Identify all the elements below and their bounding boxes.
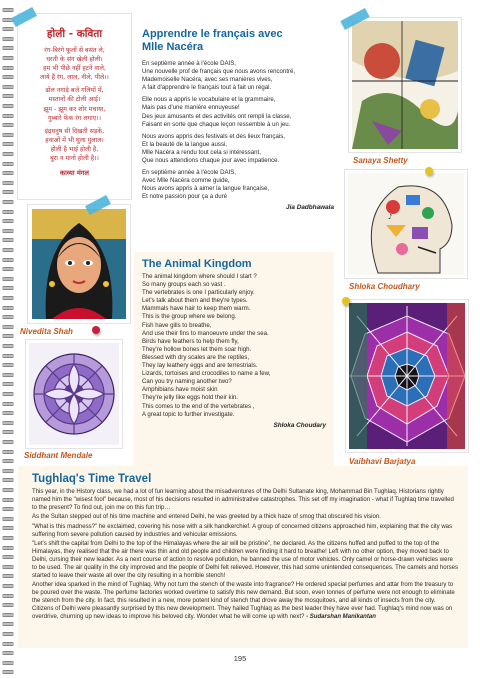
- story-signature: - Sudarshan Manikantan: [306, 613, 376, 620]
- story-paragraph-text: As the Sultan stepped out of his time machine and entered Delhi, he was greeted by a thick haze of smog that obscured his vision.: [32, 514, 381, 521]
- animal-poem-line: Can you try naming another two?: [142, 378, 232, 386]
- caption-vaibhavi: Vaibhavi Barjatya: [349, 457, 416, 466]
- spiral-coil: [2, 632, 14, 636]
- animal-poem-line: Blessed with dry scales are the reptiles,: [142, 353, 250, 361]
- spiral-coil: [2, 210, 14, 214]
- spiral-coil: [2, 469, 14, 473]
- spiral-coil: [2, 296, 14, 300]
- french-poem-line: Avec Mlle Nacéra comme guide,: [142, 177, 230, 185]
- portrait-painting: [32, 209, 126, 319]
- pin-decoration: [342, 297, 350, 305]
- french-poem-line: Des jeux amusants et des activités ont rempli la classe,: [142, 112, 292, 120]
- french-poem-line: Mademoiselle Nacéra, avec ses manières vives,: [142, 76, 273, 84]
- spiral-coil: [2, 526, 14, 530]
- spiral-coil: [2, 402, 14, 406]
- spiral-coil: [2, 488, 14, 492]
- spiral-coil: [2, 133, 14, 137]
- hindi-poem-line: झूम - झूम कर शोर मचाया,: [43, 105, 106, 113]
- animal-poem-line: This comes to the end of the vertebrates ,: [142, 402, 255, 410]
- story-paragraph: [32, 541, 458, 581]
- animal-poem-line: Let's talk about them and they're types.: [142, 297, 248, 305]
- spiral-coil: [2, 8, 14, 12]
- hindi-poem-line: मस्तानों की टोली आई।: [48, 96, 101, 104]
- spiral-coil: [2, 181, 14, 185]
- french-title-line2: Mlle Nacéra: [142, 41, 204, 53]
- animal-poem-line: The animal kingdom where should I start ?: [142, 273, 257, 280]
- pin-decoration: [425, 167, 433, 175]
- animal-poem-line: Lizards, tortoises and crocodiles to name a few,: [142, 370, 271, 378]
- spiral-coil: [2, 75, 14, 79]
- hindi-poem-author: काव्या मंगल: [60, 169, 89, 178]
- hindi-poem-line: गुब्बारे फेंक रंग लगाए।।: [47, 114, 102, 122]
- spiral-coil: [2, 411, 14, 415]
- spiral-coil: [2, 277, 14, 281]
- spiral-coil: [2, 56, 14, 60]
- hindi-poem-line: धरती के संग खेली होली।: [46, 56, 103, 64]
- hindi-poem-line: होली है भाई होली है,: [50, 145, 99, 153]
- french-poem-line: En septième année à l'école DAIS,: [142, 169, 236, 177]
- spiral-coil: [2, 565, 14, 569]
- animal-poem-line: So many groups each so vast .: [142, 281, 226, 289]
- spiral-coil: [2, 219, 14, 223]
- artwork-vaibhavi: [346, 300, 468, 452]
- spiral-coil: [2, 152, 14, 156]
- french-poem-line: A fait d'apprendre le français tout à fait un régal.: [142, 84, 272, 92]
- story-paragraph: [32, 582, 458, 622]
- french-poem-line: Elle nous a appris le vocabulaire et la grammaire,: [142, 96, 276, 104]
- spiral-coil: [2, 421, 14, 425]
- animal-poem-card: [134, 252, 334, 466]
- spiral-coil: [2, 229, 14, 233]
- french-poem-line: Faisant en sorte que chaque leçon ressemble à un jeu.: [142, 120, 291, 128]
- hindi-poem-body: [18, 46, 131, 167]
- story-paragraph: [32, 514, 458, 522]
- french-poem-line: En septième année à l'école DAIS,: [142, 60, 236, 67]
- french-title-line1: Apprendre le français avec: [142, 28, 283, 40]
- svg-text:♪: ♪: [388, 213, 393, 221]
- animal-poem-line: Birds have feathers to help them fly,: [142, 337, 239, 345]
- french-poem-line: Que nous attendions chaque jour avec impatience.: [142, 157, 280, 165]
- caption-shloka: Shloka Choudhary: [349, 282, 420, 291]
- artwork-siddhant: [26, 340, 122, 448]
- hindi-poem-line: ढोल नगाड़े बजे गलियों में,: [45, 87, 104, 95]
- spiral-coil: [2, 104, 14, 108]
- animal-poem-line: They're jelly like eggs hold their kin.: [142, 394, 239, 402]
- spiral-coil: [2, 574, 14, 578]
- spiral-coil: [2, 517, 14, 521]
- spiral-coil: [2, 200, 14, 204]
- spiral-coil: [2, 354, 14, 358]
- page-number: 195: [233, 654, 247, 663]
- hindi-poem-line: रंग-बिरंगे फूलों से बसंत ले,: [44, 47, 105, 54]
- spiral-coil: [2, 594, 14, 598]
- animal-poem-line: This is the group where we belong.: [142, 313, 237, 321]
- spiral-coil: [2, 46, 14, 50]
- french-poem-line: Une nouvelle prof de français que nous avons rencontré,: [142, 68, 296, 76]
- spiral-coil: [2, 392, 14, 396]
- hindi-poem-title: होली - कविता: [46, 28, 103, 40]
- french-poem-line: Et la beauté de la langue aussi,: [142, 140, 228, 148]
- animal-poem-line: They're hollow bones let them soar high.: [142, 345, 252, 353]
- artwork-sanaya: [349, 18, 461, 152]
- spiral-coil: [2, 373, 14, 377]
- hindi-poem-line: लाये हैं रंग, लाल, नीले, पीले।।: [40, 74, 109, 82]
- spider-web-painting: [349, 303, 465, 449]
- animal-poem-line: A great topic to further investigate.: [142, 410, 235, 418]
- spiral-coil: [2, 536, 14, 540]
- spiral-coil: [2, 94, 14, 98]
- animal-poem-line: The vertebrates is one I particularly enjoy.: [142, 289, 255, 297]
- spiral-coil: [2, 325, 14, 329]
- spiral-coil: [2, 190, 14, 194]
- spiral-coil: [2, 37, 14, 41]
- story-section: [18, 466, 468, 648]
- caption-sanaya: Sanaya Shetty: [353, 156, 408, 165]
- hindi-poem-line: हम भी पीछे नहीं हटने वाले,: [43, 65, 106, 73]
- pin-decoration: [92, 326, 100, 334]
- french-poem: [142, 28, 334, 236]
- french-poem-line: Nous avons appris à aimer la langue française,: [142, 185, 270, 193]
- spiral-coil: [2, 546, 14, 550]
- spiral-coil: [2, 27, 14, 31]
- animal-poem-title: The Animal Kingdom: [142, 258, 252, 270]
- artwork-nivedita: [28, 205, 130, 323]
- mandala-drawing: [29, 343, 119, 445]
- spiral-coil: [2, 642, 14, 646]
- story-title: Tughlaq's Time Travel: [32, 473, 152, 485]
- spiral-coil: [2, 613, 14, 617]
- spiral-coil: [2, 478, 14, 482]
- spiral-coil: [2, 238, 14, 242]
- spiral-coil: [2, 162, 14, 166]
- hindi-poem-card: [18, 14, 131, 199]
- hindi-poem-line: हवाओं में भी घुला गुलाल।: [45, 136, 104, 144]
- spiral-coil: [2, 459, 14, 463]
- spiral-coil: [2, 248, 14, 252]
- spiral-coil: [2, 85, 14, 89]
- animal-poem-line: They lay leathery eggs and are terrestrials.: [142, 362, 258, 370]
- spiral-coil: [2, 258, 14, 262]
- animal-poem-body: [142, 273, 326, 419]
- spiral-coil: [2, 306, 14, 310]
- hindi-poem-line: बुरा न मानो होली है।।: [50, 155, 99, 163]
- head-collage-drawing: [348, 173, 464, 275]
- spiral-coil: [2, 66, 14, 70]
- spiral-coil: [2, 363, 14, 367]
- stanza-gap: [18, 163, 131, 167]
- french-poem-title: [142, 28, 334, 54]
- animal-poem-line: Fish have gills to breathe,: [142, 321, 212, 329]
- story-paragraph-text: "What is this madness?" he exclaimed, covering his nose with a silk handkerchief. A group of concerned citizens approached him, explaining that the city was suffering from severe pollution caused by industries and vehicular emissions.: [32, 523, 453, 538]
- spiral-coil: [2, 315, 14, 319]
- spiral-coil: [2, 603, 14, 607]
- animal-poem-line: Amphibians have moist skin: [142, 386, 218, 394]
- spiral-coil: [2, 555, 14, 559]
- animal-poem-line: Mammals have hair to keep them warm.: [142, 305, 251, 313]
- animal-poem-line: And use their fins to manoeuvre under the sea.: [142, 329, 269, 337]
- french-poem-line: Nous avons appris des festivals et des lieux français,: [142, 132, 285, 140]
- french-poem-author: Jia Dadbhawala: [286, 203, 334, 211]
- hindi-poem-line: इंद्रधनुष सी दिखती सड़कें,: [44, 127, 105, 135]
- spiral-coil: [2, 382, 14, 386]
- spiral-coil: [2, 114, 14, 118]
- spiral-coil: [2, 622, 14, 626]
- spiral-coil: [2, 286, 14, 290]
- story-paragraph-text: "Let's shift the capital from Delhi to the top of the Himalayas where the air will be pristine", he declared. As the citizens huffed and puffed to the top of the Himalayas, they realised that the air there was thin and old people and children were finding it hard to breathe! Left with no other option, they moved back to Delhi, cursing their new leader. As a next course of action to resolve pollution, he banned the use of motor vehicles. Only camel or horse-drawn vehicles were to be used. The air quality in the city improved and the people of Delhi felt relieved. However, this had some unintended consequences. The camels and horses started to leave their waste all over the city resulting in a horrible stench!: [32, 541, 459, 579]
- story-paragraph: [32, 524, 458, 540]
- spiral-coil: [2, 123, 14, 127]
- spiral-coil: [2, 670, 14, 674]
- french-poem-line: Mais pas d'une manière ennuyeuse!: [142, 104, 240, 112]
- spiral-coil: [2, 430, 14, 434]
- spiral-coil: [2, 507, 14, 511]
- story-paragraph-text: This year, in the History class, we had a lot of fun learning about the misadventures of the Delhi Sultanate king, Mohammad Bin Tughlaq. Historians rightly named him the "wisest fool" because, most of his decisions resulted in administrative catastrophes. This set off my imagination - what if Tughlaq time travelled to the present? To find out, join me on this fun trip…: [32, 489, 454, 511]
- french-poem-line: Mlle Nacéra a rendu tout cela si intéressant,: [142, 148, 261, 156]
- animal-poem-author: Shloka Choudary: [273, 421, 326, 429]
- spiral-binding: [0, 0, 16, 679]
- spiral-coil: [2, 584, 14, 588]
- spiral-coil: [2, 450, 14, 454]
- story-body: [32, 489, 458, 622]
- caption-siddhant: Siddhant Mendale: [24, 451, 93, 460]
- spiral-coil: [2, 142, 14, 146]
- french-poem-body: [142, 60, 334, 202]
- artwork-shloka: [345, 170, 467, 278]
- spiral-coil: [2, 344, 14, 348]
- spiral-coil: [2, 334, 14, 338]
- spiral-coil: [2, 498, 14, 502]
- doodle-art: [352, 21, 458, 149]
- spiral-coil: [2, 440, 14, 444]
- caption-nivedita: Nivedita Shah: [20, 327, 73, 336]
- story-paragraph: [32, 489, 458, 513]
- spiral-coil: [2, 267, 14, 271]
- spiral-coil: [2, 171, 14, 175]
- french-poem-line: Et notre passion pour ça a duré: [142, 193, 228, 201]
- story-paragraph-text: Another idea sparked in the mind of Tughlaq. Why not turn the stench of the waste into fragrance? He ordered special perfumes and attar from the treasury to be poured over the waste. The perfume factories worked overtime to satisfy this new demand. But soon, even tonnes of perfume were not enough to eliminate the stench from the city. In fact, this resulted in a new, more potent kind of stench that drove away the mosquitoes, and all kinds of insects from the city. Citizens of Delhi were pleasantly surprised by this new development. They hailed Tughlaq as the best leader they have ever had. Tughlaq's mind now was on overdrive, churning up new ideas to improve his beloved city. Wonder what he will come up with next?: [32, 582, 455, 620]
